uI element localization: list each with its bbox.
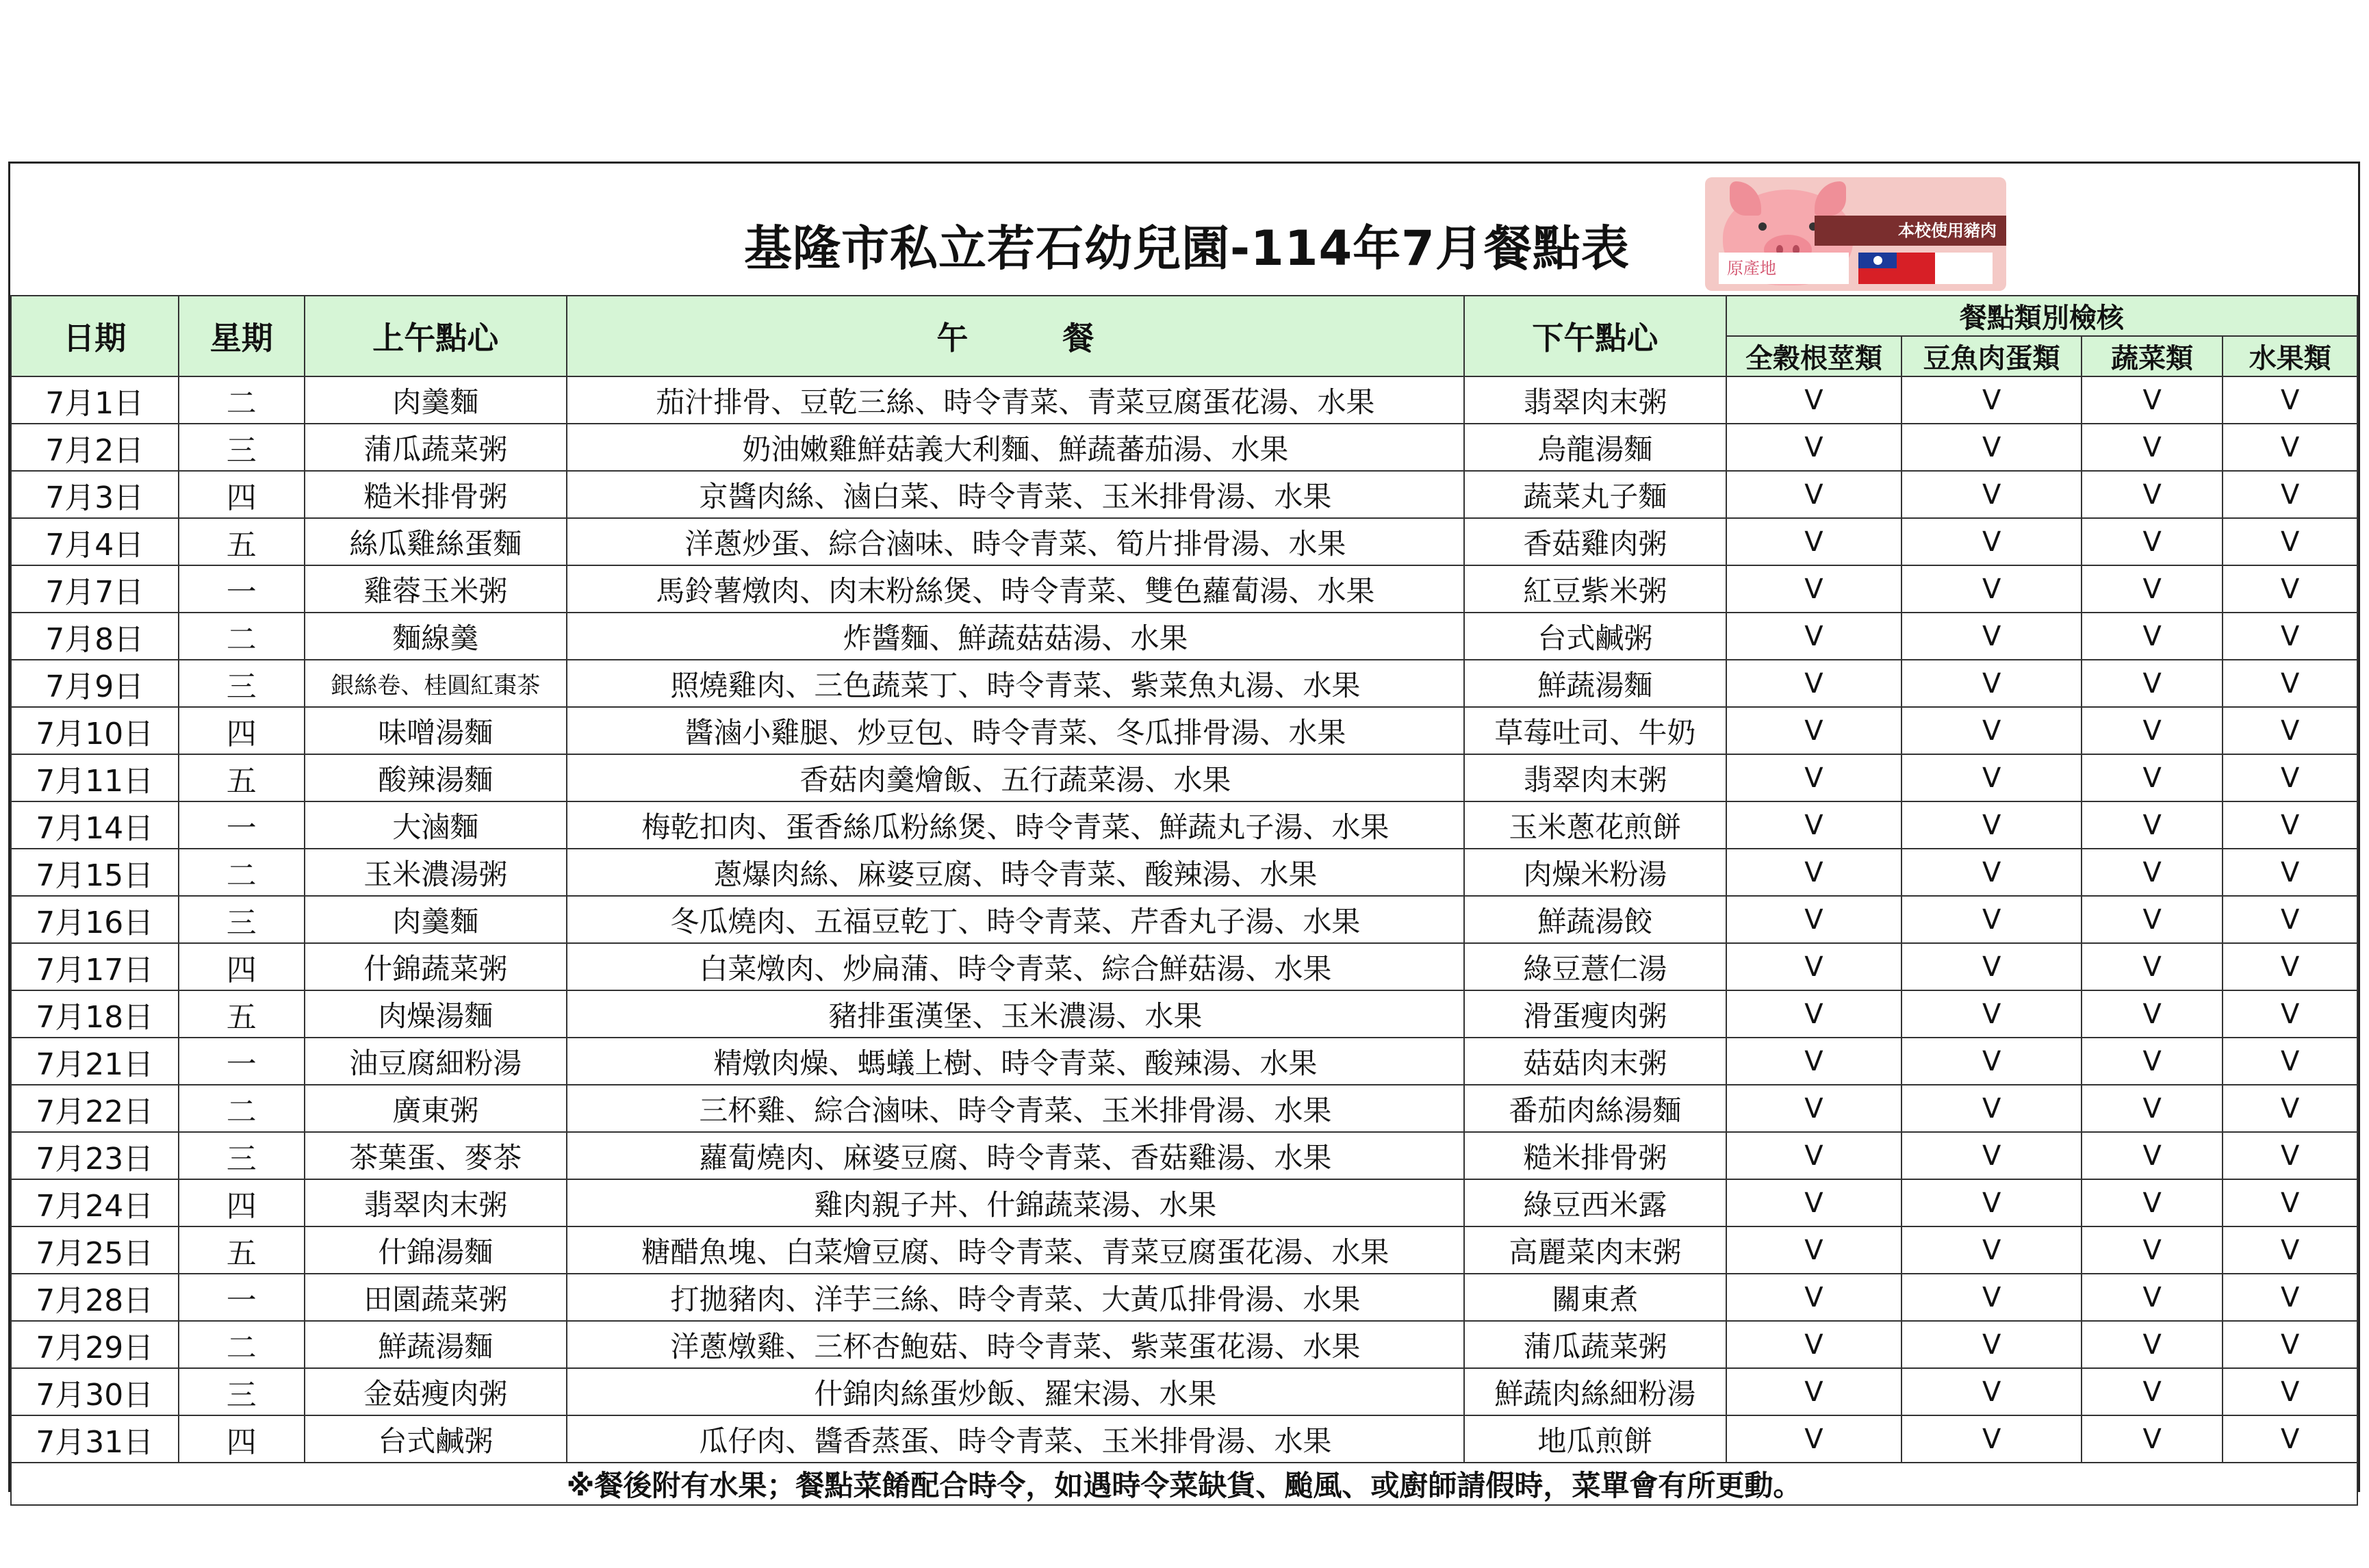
menu-row (11, 1132, 2357, 1179)
protein-check-cell: V (1901, 943, 2082, 990)
menu-body (11, 376, 2357, 1463)
weekday-cell: 四 (179, 1179, 305, 1226)
fruit-check-cell: V (2223, 1368, 2357, 1415)
grains-check-cell: V (1726, 1274, 1902, 1321)
lunch-cell: 炸醬麵、鮮蔬菇菇湯、水果 (567, 613, 1465, 660)
vegetables-check-cell: V (2082, 613, 2223, 660)
pig-eye-icon (1758, 222, 1767, 231)
menu-row (11, 424, 2357, 471)
am-snack-cell: 蒲瓜蔬菜粥 (305, 424, 567, 471)
menu-row (11, 943, 2357, 990)
weekday-cell: 三 (179, 660, 305, 707)
header-date: 日期 (11, 296, 179, 376)
menu-row (11, 1179, 2357, 1226)
menu-row (11, 801, 2357, 849)
menu-row (11, 1085, 2357, 1132)
fruit-check-cell: V (2223, 518, 2357, 565)
am-snack-cell: 肉燥湯麵 (305, 990, 567, 1038)
lunch-cell: 香菇肉羹燴飯、五行蔬菜湯、水果 (567, 754, 1465, 801)
fruit-check-cell: V (2223, 471, 2357, 518)
pm-snack-cell: 台式鹹粥 (1464, 613, 1726, 660)
header-pm-snack: 下午點心 (1464, 296, 1726, 376)
lunch-cell: 醬滷小雞腿、炒豆包、時令青菜、冬瓜排骨湯、水果 (567, 707, 1465, 754)
pm-snack-cell: 鮮蔬湯餃 (1464, 896, 1726, 943)
pm-snack-cell: 番茄肉絲湯麵 (1464, 1085, 1726, 1132)
title-row (10, 164, 2358, 295)
menu-row (11, 376, 2357, 424)
fruit-check-cell: V (2223, 565, 2357, 613)
lunch-cell: 京醬肉絲、滷白菜、時令青菜、玉米排骨湯、水果 (567, 471, 1465, 518)
page-title: 基隆市私立若石幼兒園-114年7月餐點表 (744, 220, 1630, 277)
am-snack-cell: 台式鹹粥 (305, 1415, 567, 1463)
badge-white-panel (1935, 253, 1993, 284)
weekday-cell: 四 (179, 707, 305, 754)
am-snack-cell: 鮮蔬湯麵 (305, 1321, 567, 1368)
lunch-cell: 打拋豬肉、洋芋三絲、時令青菜、大黃瓜排骨湯、水果 (567, 1274, 1465, 1321)
grains-check-cell: V (1726, 424, 1902, 471)
lunch-cell: 白菜燉肉、炒扁蒲、時令青菜、綜合鮮菇湯、水果 (567, 943, 1465, 990)
fruit-check-cell: V (2223, 707, 2357, 754)
weekday-cell: 三 (179, 896, 305, 943)
lunch-cell: 瓜仔肉、醬香蒸蛋、時令青菜、玉米排骨湯、水果 (567, 1415, 1465, 1463)
header-lunch: 午 餐 (567, 296, 1465, 376)
vegetables-check-cell: V (2082, 660, 2223, 707)
fruit-check-cell: V (2223, 1179, 2357, 1226)
weekday-cell: 一 (179, 801, 305, 849)
vegetables-check-cell: V (2082, 896, 2223, 943)
date-cell: 7月16日 (11, 896, 179, 943)
weekday-cell: 二 (179, 613, 305, 660)
vegetables-check-cell: V (2082, 471, 2223, 518)
vegetables-check-cell: V (2082, 565, 2223, 613)
vegetables-check-cell: V (2082, 849, 2223, 896)
vegetables-check-cell: V (2082, 1226, 2223, 1274)
am-snack-cell: 雞蓉玉米粥 (305, 565, 567, 613)
fruit-check-cell: V (2223, 896, 2357, 943)
weekday-cell: 五 (179, 1226, 305, 1274)
lunch-cell: 蘿蔔燒肉、麻婆豆腐、時令青菜、香菇雞湯、水果 (567, 1132, 1465, 1179)
vegetables-check-cell: V (2082, 424, 2223, 471)
weekday-cell: 四 (179, 471, 305, 518)
weekday-cell: 三 (179, 424, 305, 471)
lunch-cell: 什錦肉絲蛋炒飯、羅宋湯、水果 (567, 1368, 1465, 1415)
lunch-cell: 梅乾扣肉、蛋香絲瓜粉絲煲、時令青菜、鮮蔬丸子湯、水果 (567, 801, 1465, 849)
am-snack-cell: 油豆腐細粉湯 (305, 1038, 567, 1085)
grains-check-cell: V (1726, 613, 1902, 660)
flag-canton (1858, 253, 1897, 268)
am-snack-cell: 翡翠肉末粥 (305, 1179, 567, 1226)
lunch-cell: 雞肉親子丼、什錦蔬菜湯、水果 (567, 1179, 1465, 1226)
protein-check-cell: V (1901, 1038, 2082, 1085)
grains-check-cell: V (1726, 707, 1902, 754)
protein-check-cell: V (1901, 1321, 2082, 1368)
date-cell: 7月8日 (11, 613, 179, 660)
am-snack-cell: 什錦蔬菜粥 (305, 943, 567, 990)
protein-check-cell: V (1901, 1226, 2082, 1274)
date-cell: 7月28日 (11, 1274, 179, 1321)
protein-check-cell: V (1901, 990, 2082, 1038)
protein-check-cell: V (1901, 801, 2082, 849)
grains-check-cell: V (1726, 1085, 1902, 1132)
weekday-cell: 一 (179, 1038, 305, 1085)
lunch-cell: 冬瓜燒肉、五福豆乾丁、時令青菜、芹香丸子湯、水果 (567, 896, 1465, 943)
pm-snack-cell: 肉燥米粉湯 (1464, 849, 1726, 896)
am-snack-cell: 酸辣湯麵 (305, 754, 567, 801)
date-cell: 7月10日 (11, 707, 179, 754)
protein-check-cell: V (1901, 1274, 2082, 1321)
grains-check-cell: V (1726, 943, 1902, 990)
menu-row (11, 565, 2357, 613)
menu-row (11, 990, 2357, 1038)
am-snack-cell: 銀絲卷、桂圓紅棗茶 (305, 660, 567, 707)
am-snack-cell: 肉羹麵 (305, 896, 567, 943)
weekday-cell: 一 (179, 565, 305, 613)
protein-check-cell: V (1901, 613, 2082, 660)
date-cell: 7月22日 (11, 1085, 179, 1132)
protein-check-cell: V (1901, 849, 2082, 896)
vegetables-check-cell: V (2082, 990, 2223, 1038)
lunch-cell: 精燉肉燥、螞蟻上樹、時令青菜、酸辣湯、水果 (567, 1038, 1465, 1085)
am-snack-cell: 什錦湯麵 (305, 1226, 567, 1274)
date-cell: 7月1日 (11, 376, 179, 424)
taiwan-pork-badge (1705, 177, 2006, 291)
grains-check-cell: V (1726, 471, 1902, 518)
am-snack-cell: 玉米濃湯粥 (305, 849, 567, 896)
grains-check-cell: V (1726, 518, 1902, 565)
grains-check-cell: V (1726, 1415, 1902, 1463)
date-cell: 7月3日 (11, 471, 179, 518)
date-cell: 7月7日 (11, 565, 179, 613)
grains-check-cell: V (1726, 754, 1902, 801)
vegetables-check-cell: V (2082, 943, 2223, 990)
pm-snack-cell: 翡翠肉末粥 (1464, 754, 1726, 801)
grains-check-cell: V (1726, 1132, 1902, 1179)
date-cell: 7月4日 (11, 518, 179, 565)
pm-snack-cell: 菇菇肉末粥 (1464, 1038, 1726, 1085)
footnote: ※餐後附有水果；餐點菜餚配合時令，如遇時令菜缺貨、颱風、或廚師請假時，菜單會有所更動。 (11, 1463, 2357, 1505)
date-cell: 7月11日 (11, 754, 179, 801)
protein-check-cell: V (1901, 565, 2082, 613)
fruit-check-cell: V (2223, 801, 2357, 849)
vegetables-check-cell: V (2082, 1274, 2223, 1321)
fruit-check-cell: V (2223, 1038, 2357, 1085)
fruit-check-cell: V (2223, 754, 2357, 801)
weekday-cell: 四 (179, 1415, 305, 1463)
menu-row (11, 754, 2357, 801)
grains-check-cell: V (1726, 1179, 1902, 1226)
fruit-check-cell: V (2223, 376, 2357, 424)
pm-snack-cell: 綠豆薏仁湯 (1464, 943, 1726, 990)
protein-check-cell: V (1901, 424, 2082, 471)
am-snack-cell: 金菇瘦肉粥 (305, 1368, 567, 1415)
fruit-check-cell: V (2223, 660, 2357, 707)
lunch-cell: 糖醋魚塊、白菜燴豆腐、時令青菜、青菜豆腐蛋花湯、水果 (567, 1226, 1465, 1274)
date-cell: 7月9日 (11, 660, 179, 707)
protein-check-cell: V (1901, 660, 2082, 707)
pig-ear-icon (1730, 181, 1761, 216)
vegetables-check-cell: V (2082, 754, 2223, 801)
weekday-cell: 五 (179, 990, 305, 1038)
am-snack-cell: 田園蔬菜粥 (305, 1274, 567, 1321)
header-weekday: 星期 (179, 296, 305, 376)
menu-row (11, 707, 2357, 754)
grains-check-cell: V (1726, 1368, 1902, 1415)
menu-row (11, 660, 2357, 707)
date-cell: 7月25日 (11, 1226, 179, 1274)
protein-check-cell: V (1901, 1179, 2082, 1226)
date-cell: 7月24日 (11, 1179, 179, 1226)
vegetables-check-cell: V (2082, 1321, 2223, 1368)
header-protein: 豆魚肉蛋類 (1901, 336, 2082, 376)
am-snack-cell: 糙米排骨粥 (305, 471, 567, 518)
weekday-cell: 三 (179, 1132, 305, 1179)
fruit-check-cell: V (2223, 849, 2357, 896)
weekday-cell: 二 (179, 376, 305, 424)
fruit-check-cell: V (2223, 1132, 2357, 1179)
vegetables-check-cell: V (2082, 1179, 2223, 1226)
am-snack-cell: 肉羹麵 (305, 376, 567, 424)
protein-check-cell: V (1901, 896, 2082, 943)
menu-row (11, 1226, 2357, 1274)
protein-check-cell: V (1901, 1085, 2082, 1132)
weekday-cell: 四 (179, 943, 305, 990)
date-cell: 7月30日 (11, 1368, 179, 1415)
header-vegetables: 蔬菜類 (2082, 336, 2223, 376)
grains-check-cell: V (1726, 565, 1902, 613)
grains-check-cell: V (1726, 801, 1902, 849)
weekday-cell: 一 (179, 1274, 305, 1321)
lunch-cell: 豬排蛋漢堡、玉米濃湯、水果 (567, 990, 1465, 1038)
menu-row (11, 896, 2357, 943)
pig-ear-icon (1815, 181, 1846, 216)
vegetables-check-cell: V (2082, 376, 2223, 424)
pm-snack-cell: 草莓吐司、牛奶 (1464, 707, 1726, 754)
grains-check-cell: V (1726, 1321, 1902, 1368)
menu-row (11, 1415, 2357, 1463)
am-snack-cell: 廣東粥 (305, 1085, 567, 1132)
lunch-cell: 蔥爆肉絲、麻婆豆腐、時令青菜、酸辣湯、水果 (567, 849, 1465, 896)
fruit-check-cell: V (2223, 1226, 2357, 1274)
lunch-cell: 洋蔥燉雞、三杯杏鮑菇、時令青菜、紫菜蛋花湯、水果 (567, 1321, 1465, 1368)
date-cell: 7月17日 (11, 943, 179, 990)
date-cell: 7月31日 (11, 1415, 179, 1463)
flag-sun (1873, 256, 1882, 265)
vegetables-check-cell: V (2082, 1415, 2223, 1463)
weekday-cell: 二 (179, 1085, 305, 1132)
header-fruit: 水果類 (2223, 336, 2357, 376)
vegetables-check-cell: V (2082, 801, 2223, 849)
menu-sheet (8, 162, 2360, 1502)
vegetables-check-cell: V (2082, 518, 2223, 565)
lunch-cell: 茄汁排骨、豆乾三絲、時令青菜、青菜豆腐蛋花湯、水果 (567, 376, 1465, 424)
grains-check-cell: V (1726, 990, 1902, 1038)
grains-check-cell: V (1726, 1038, 1902, 1085)
date-cell: 7月29日 (11, 1321, 179, 1368)
pm-snack-cell: 蒲瓜蔬菜粥 (1464, 1321, 1726, 1368)
pm-snack-cell: 滑蛋瘦肉粥 (1464, 990, 1726, 1038)
menu-row (11, 1274, 2357, 1321)
menu-row (11, 613, 2357, 660)
grains-check-cell: V (1726, 849, 1902, 896)
grains-check-cell: V (1726, 896, 1902, 943)
weekday-cell: 二 (179, 1321, 305, 1368)
pm-snack-cell: 翡翠肉末粥 (1464, 376, 1726, 424)
grains-check-cell: V (1726, 1226, 1902, 1274)
am-snack-cell: 茶葉蛋、麥茶 (305, 1132, 567, 1179)
lunch-cell: 馬鈴薯燉肉、肉末粉絲煲、時令青菜、雙色蘿蔔湯、水果 (567, 565, 1465, 613)
fruit-check-cell: V (2223, 1085, 2357, 1132)
taiwan-flag-icon (1858, 253, 1935, 284)
date-cell: 7月15日 (11, 849, 179, 896)
badge-banner: 本校使用豬肉 (1815, 216, 2006, 246)
weekday-cell: 五 (179, 518, 305, 565)
weekday-cell: 五 (179, 754, 305, 801)
menu-row (11, 849, 2357, 896)
header-grains: 全穀根莖類 (1726, 336, 1902, 376)
date-cell: 7月23日 (11, 1132, 179, 1179)
fruit-check-cell: V (2223, 990, 2357, 1038)
lunch-cell: 三杯雞、綜合滷味、時令青菜、玉米排骨湯、水果 (567, 1085, 1465, 1132)
fruit-check-cell: V (2223, 1321, 2357, 1368)
weekday-cell: 二 (179, 849, 305, 896)
pm-snack-cell: 高麗菜肉末粥 (1464, 1226, 1726, 1274)
weekday-cell: 三 (179, 1368, 305, 1415)
protein-check-cell: V (1901, 707, 2082, 754)
menu-table (10, 295, 2358, 1506)
lunch-cell: 奶油嫩雞鮮菇義大利麵、鮮蔬蕃茄湯、水果 (567, 424, 1465, 471)
pm-snack-cell: 綠豆西米露 (1464, 1179, 1726, 1226)
menu-row (11, 1368, 2357, 1415)
menu-row (11, 1038, 2357, 1085)
date-cell: 7月18日 (11, 990, 179, 1038)
header-category-check: 餐點類別檢核 (1726, 296, 2357, 336)
menu-row (11, 471, 2357, 518)
date-cell: 7月21日 (11, 1038, 179, 1085)
pm-snack-cell: 香菇雞肉粥 (1464, 518, 1726, 565)
protein-check-cell: V (1901, 471, 2082, 518)
pm-snack-cell: 蔬菜丸子麵 (1464, 471, 1726, 518)
grains-check-cell: V (1726, 660, 1902, 707)
am-snack-cell: 大滷麵 (305, 801, 567, 849)
date-cell: 7月14日 (11, 801, 179, 849)
protein-check-cell: V (1901, 1132, 2082, 1179)
menu-row (11, 518, 2357, 565)
pm-snack-cell: 鮮蔬肉絲細粉湯 (1464, 1368, 1726, 1415)
header-am-snack: 上午點心 (305, 296, 567, 376)
badge-origin-label: 原產地 (1719, 253, 1849, 284)
protein-check-cell: V (1901, 376, 2082, 424)
protein-check-cell: V (1901, 1415, 2082, 1463)
am-snack-cell: 絲瓜雞絲蛋麵 (305, 518, 567, 565)
pm-snack-cell: 紅豆紫米粥 (1464, 565, 1726, 613)
vegetables-check-cell: V (2082, 1368, 2223, 1415)
fruit-check-cell: V (2223, 1274, 2357, 1321)
pm-snack-cell: 關東煮 (1464, 1274, 1726, 1321)
date-cell: 7月2日 (11, 424, 179, 471)
pm-snack-cell: 地瓜煎餅 (1464, 1415, 1726, 1463)
fruit-check-cell: V (2223, 613, 2357, 660)
lunch-cell: 洋蔥炒蛋、綜合滷味、時令青菜、筍片排骨湯、水果 (567, 518, 1465, 565)
vegetables-check-cell: V (2082, 1038, 2223, 1085)
grains-check-cell: V (1726, 376, 1902, 424)
fruit-check-cell: V (2223, 943, 2357, 990)
vegetables-check-cell: V (2082, 1085, 2223, 1132)
pm-snack-cell: 鮮蔬湯麵 (1464, 660, 1726, 707)
pm-snack-cell: 烏龍湯麵 (1464, 424, 1726, 471)
lunch-cell: 照燒雞肉、三色蔬菜丁、時令青菜、紫菜魚丸湯、水果 (567, 660, 1465, 707)
am-snack-cell: 味噌湯麵 (305, 707, 567, 754)
vegetables-check-cell: V (2082, 1132, 2223, 1179)
menu-row (11, 1321, 2357, 1368)
protein-check-cell: V (1901, 518, 2082, 565)
protein-check-cell: V (1901, 754, 2082, 801)
pm-snack-cell: 糙米排骨粥 (1464, 1132, 1726, 1179)
protein-check-cell: V (1901, 1368, 2082, 1415)
vegetables-check-cell: V (2082, 707, 2223, 754)
pm-snack-cell: 玉米蔥花煎餅 (1464, 801, 1726, 849)
am-snack-cell: 麵線羹 (305, 613, 567, 660)
fruit-check-cell: V (2223, 1415, 2357, 1463)
fruit-check-cell: V (2223, 424, 2357, 471)
